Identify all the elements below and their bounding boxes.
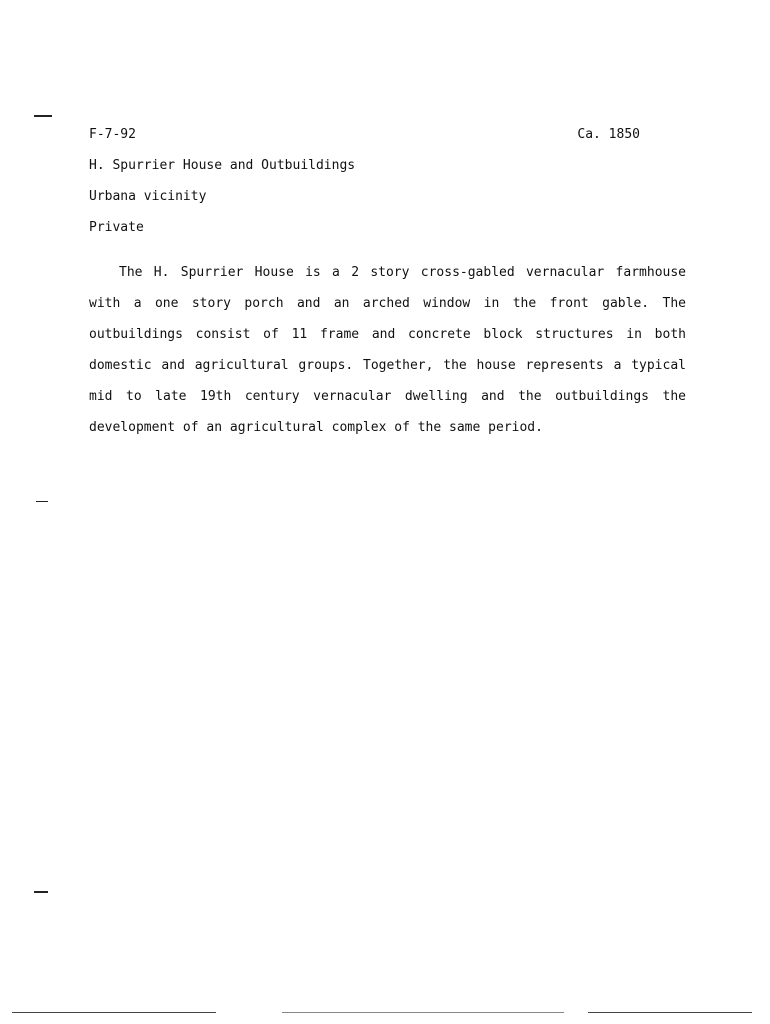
reference-number: F-7-92 xyxy=(89,127,136,142)
description-paragraph: The H. Spurrier House is a 2 story cross-gabled vernacular farmhouse with a one story porch and an arched window in the front gable. The outbuildings consist of 11 frame and concrete block structures in both domestic and agricultural groups. Together, the house represents a typical mid to late 19th century vernacular dwelling and the outbuildings the development of an agricultural complex of the same period. xyxy=(89,265,686,435)
margin-mark-bottom xyxy=(34,891,48,893)
bottom-rule-center xyxy=(282,1012,564,1013)
description-block xyxy=(89,257,686,443)
margin-mark-middle xyxy=(36,501,48,502)
property-name: H. Spurrier House and Outbuildings xyxy=(89,158,356,173)
bottom-rule-right xyxy=(588,1012,752,1013)
property-location: Urbana vicinity xyxy=(89,189,207,204)
margin-mark-top xyxy=(34,115,52,117)
date-label: Ca. 1850 xyxy=(577,127,640,142)
bottom-rule-left xyxy=(12,1012,216,1013)
property-ownership: Private xyxy=(89,220,144,235)
